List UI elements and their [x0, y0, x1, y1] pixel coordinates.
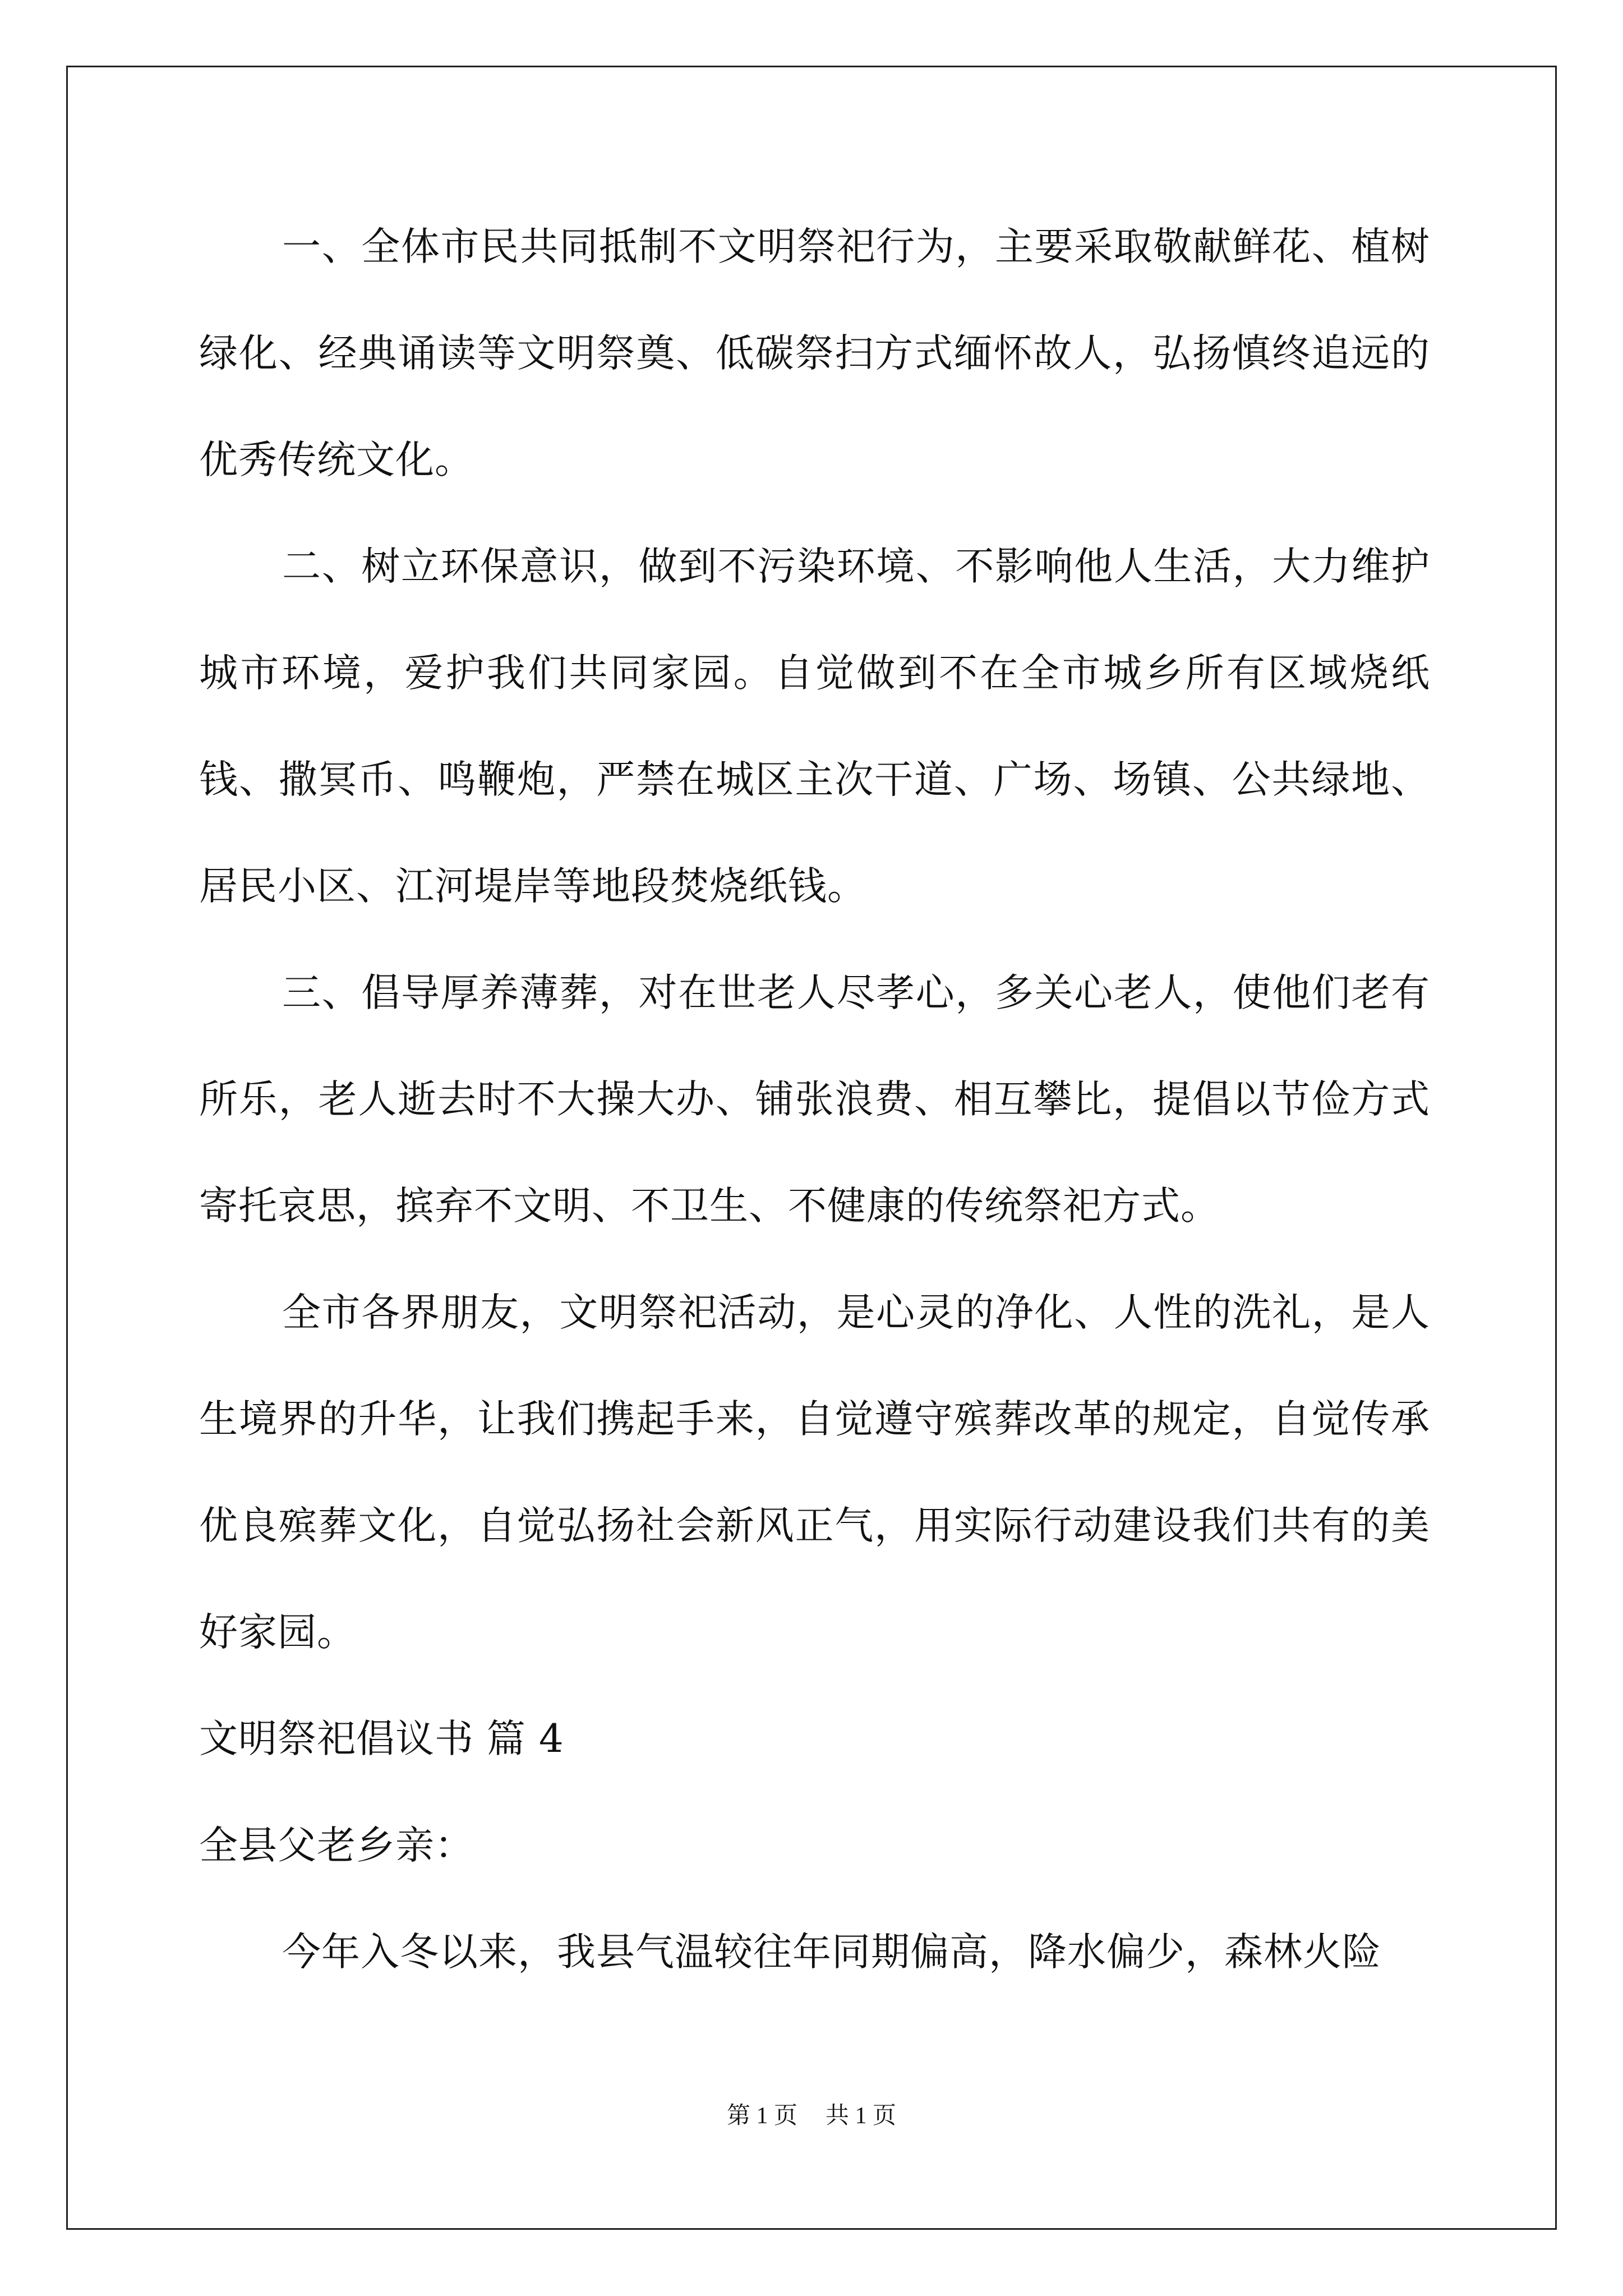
document-body	[199, 194, 1430, 2005]
paragraph-item-2: 二、树立环保意识，做到不污染环境、不影响他人生活，大力维护城市环境，爱护我们共同家园。自觉做到不在全市城乡所有区域烧纸钱、撒冥币、鸣鞭炮，严禁在城区主次干道、广场、场镇、公共绿地、居民小区、江河堤岸等地段焚烧纸钱。	[199, 544, 1430, 909]
paragraph-item-3: 三、倡导厚养薄葬，对在世老人尽孝心，多关心老人，使他们老有所乐，老人逝去时不大操大办、铺张浪费、相互攀比，提倡以节俭方式寄托哀思，摈弃不文明、不卫生、不健康的传统祭祀方式。	[199, 970, 1430, 1228]
paragraph-opening: 今年入冬以来，我县气温较往年同期偏高，降水偏少，森林火险	[282, 1930, 1381, 1975]
paragraph-closing-appeal: 全市各界朋友，文明祭祀活动，是心灵的净化、人性的洗礼，是人生境界的升华，让我们携起手来，自觉遵守殡葬改革的规定，自觉传承优良殡葬文化，自觉弘扬社会新风正气，用实际行动建设我们共有的美好家园。	[199, 1290, 1430, 1655]
page-footer	[0, 2097, 1623, 2131]
page-total: 共 1 页	[826, 2103, 897, 2129]
section-heading: 文明祭祀倡议书 篇 4	[199, 1717, 564, 1761]
paragraph-item-1: 一、全体市民共同抵制不文明祭祀行为，主要采取敬献鲜花、植树绿化、经典诵读等文明祭奠、低碳祭扫方式缅怀故人，弘扬慎终追远的优秀传统文化。	[199, 224, 1430, 482]
page-number: 第 1 页	[726, 2103, 797, 2129]
salutation: 全县父老乡亲：	[199, 1823, 474, 1868]
